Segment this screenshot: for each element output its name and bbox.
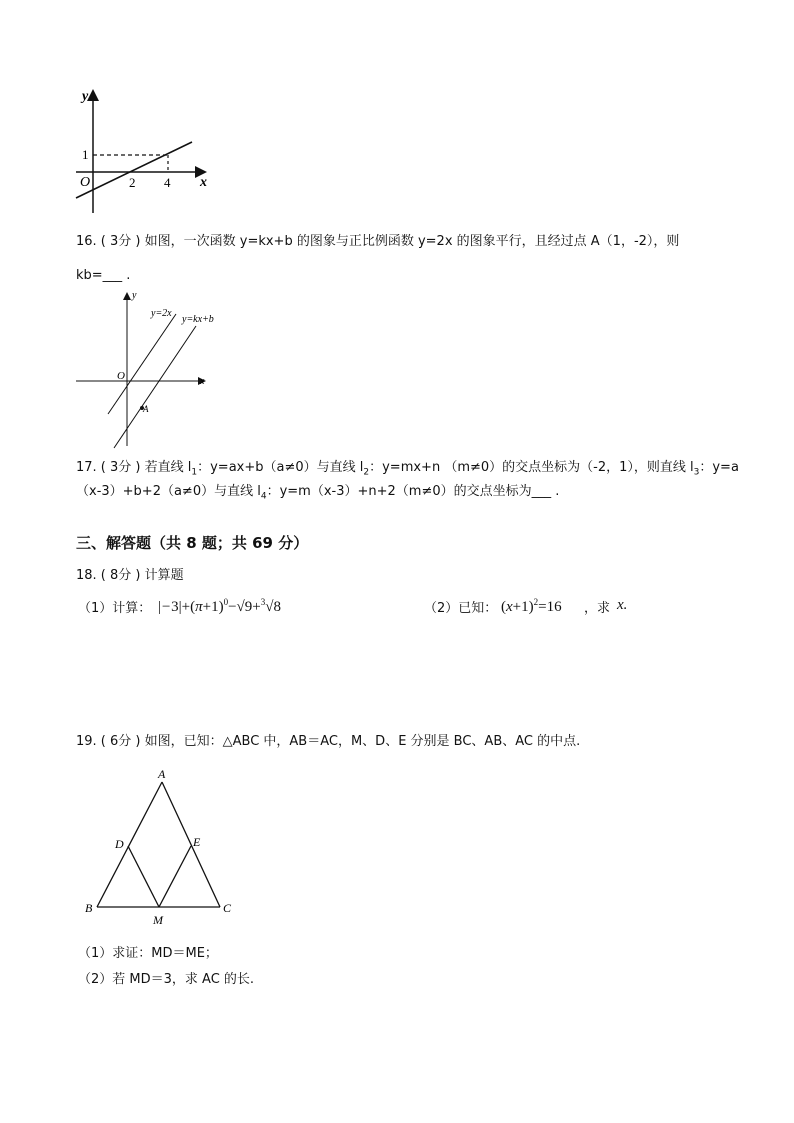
q16-line1: 16. ( 3分 ) 如图，一次函数 y=kx+b 的图象与正比例函数 y=2x 的图象平行，且经过点 A（1，-2），则 <box>76 234 680 249</box>
q16-graph <box>72 286 222 454</box>
q18-part1-expression: $|-3|+(\pi+1)^0-√9+^3√8$ <box>158 597 281 615</box>
y-axis-label: y <box>82 89 89 104</box>
tick-label-1: 1 <box>82 147 89 162</box>
q16-line2: kb=___ . <box>76 268 131 283</box>
tick-label-4: 4 <box>164 175 171 190</box>
q19-triangle-figure <box>82 764 242 928</box>
segment-me <box>159 846 191 907</box>
origin-label: O <box>80 175 91 190</box>
line-label-y-kx-b: y=kx+b <box>182 314 214 325</box>
point-label-a: A <box>143 404 149 414</box>
q17-line1: 17. ( 3分 ) 若直线 $l_1$：y=ax+b（a≠0）与直线 $l_2$：y=mx+n （m≠0）的交点坐标为（-2，1），则直线 $l_3$：y=a <box>76 460 739 478</box>
side-ab <box>97 782 162 907</box>
segment-md <box>128 846 159 907</box>
section-title: 三、解答题（共 8 题；共 69 分） <box>76 534 309 552</box>
line-y-2x <box>108 314 176 414</box>
q18-part2-label: （2）已知： <box>424 601 498 616</box>
q15-graph <box>62 86 222 218</box>
vertex-label-e: E <box>193 835 201 849</box>
q19-part2: （2）若 MD＝3，求 AC 的长. <box>78 972 255 987</box>
q18-part2-variable: x. <box>617 597 628 613</box>
x-axis-label: x <box>200 376 205 387</box>
vertex-label-d: D <box>115 837 124 851</box>
line-label-y-2x: y=2x <box>151 308 172 319</box>
vertex-label-m: M <box>153 913 163 927</box>
origin-label: O <box>117 370 125 382</box>
q18-part1-label: （1）计算： <box>78 601 152 616</box>
q19-header: 19. ( 6分 ) 如图，已知：△ABC 中，AB＝AC，M、D、E 分别是 BC、AB、AC 的中点. <box>76 734 581 749</box>
vertex-label-c: C <box>223 901 232 915</box>
q17-line2: （x-3）+b+2（a≠0）与直线 $l_4$：y=m（x-3）+n+2（m≠0）的交点坐标为___ . <box>76 484 560 502</box>
tick-label-2: 2 <box>129 175 136 190</box>
y-axis-label: y <box>132 290 137 301</box>
q18-header: 18. ( 8分 ) 计算题 <box>76 568 184 583</box>
q19-part1: （1）求证：MD＝ME； <box>78 946 218 961</box>
vertex-label-a: A <box>158 767 166 781</box>
side-ac <box>162 782 220 907</box>
q18-part2-tail: ，求 <box>584 601 611 616</box>
q18-part2-equation: $(x+1)^2=16$ <box>501 597 562 615</box>
x-axis-label: x <box>200 175 207 190</box>
vertex-label-b: B <box>85 901 93 915</box>
